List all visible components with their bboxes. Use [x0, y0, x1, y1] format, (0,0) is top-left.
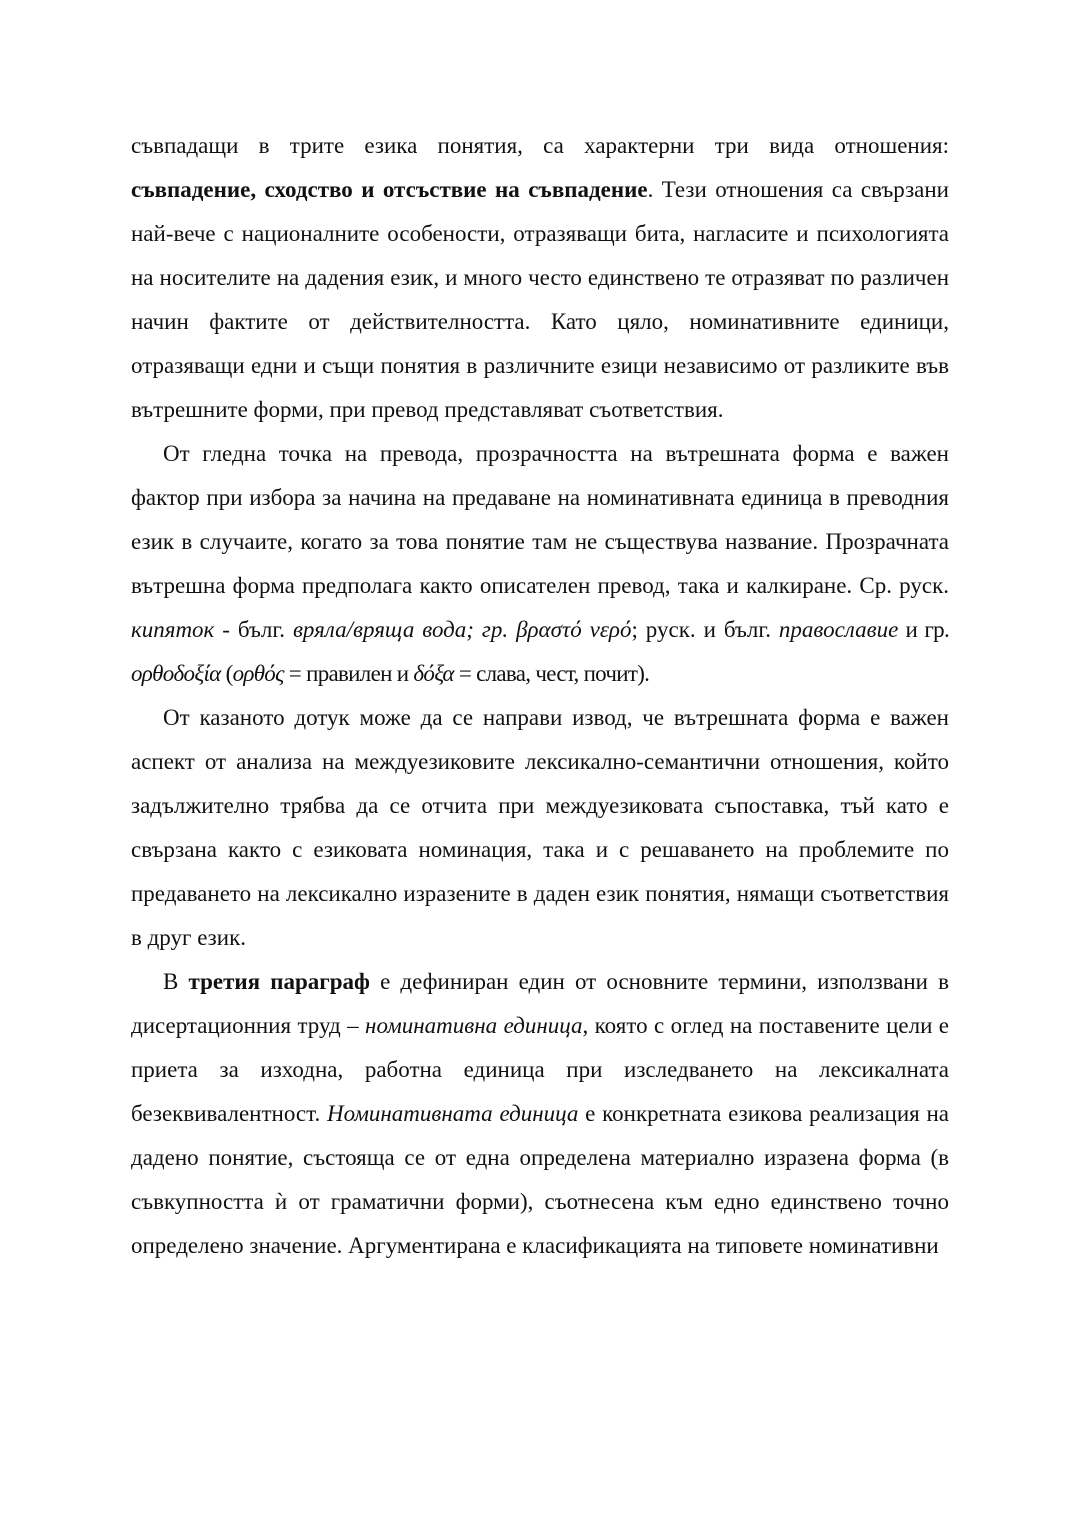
- p3-text-1: От казаното дотук може да се направи извод, че вътрешната форма е важен аспект от анализа на междуезиковите лексикално-семантични отношения, който задължително трябва да се отчита при междуезиковата съпоставка, тъй като е свързана както с езиковата номинация, така и с решаването на проблемите по предаването на лексикално изразените в даден език понятия, нямащи съответствия в друг език.: [131, 705, 949, 950]
- p2-text-6: = правилен и: [283, 661, 414, 686]
- p4-text-4: е конкретната езикова реализация на дадено понятие, състояща се от една определена материално изразена форма (в съвкупността ѝ от граматични форми), съотнесена към едно единствено точно определено значение. Аргументирана е класификацията на типовете номинативни: [131, 1101, 949, 1258]
- p4-text-1: В: [163, 969, 189, 994]
- p2-italic-orthodoxia: ορθοδοξία: [131, 661, 221, 686]
- p2-italic-doxa: δόξα: [413, 661, 454, 686]
- p2-italic-orthos: ορθός: [232, 661, 284, 686]
- paragraph-1: [131, 124, 949, 432]
- p2-italic-kipyatok: кипяток: [131, 617, 215, 642]
- p4-text-3: , която с оглед на поставените цели е приета за изходна, работна единица при изследването на лексикалната безеквивалентност.: [131, 1013, 949, 1126]
- document-page: [131, 124, 949, 1268]
- p4-text-2: е дефиниран един от основните термини, използвани в дисертационния труд –: [131, 969, 950, 1038]
- p4-italic-term-2: Номинативната единица: [326, 1101, 579, 1126]
- p4-italic-term-1: номинативна единица: [365, 1013, 583, 1038]
- p2-text-1: От гледна точка на превода, прозрачността на вътрешната форма е важен фактор при избора за начина на предаване на номинативната единица в преводния език в случаите, когато за това понятие там не съществува название. Прозрачната вътрешна форма предполага както описателен превод, така и калкиране. Ср. руск.: [131, 441, 949, 598]
- p1-text-2: . Тези отношения са свързани най-вече с националните особености, отразяващи бита, нагласите и психологията на носителите на дадения език, и много често единствено те отразяват по различен начин фактите от действителността. Като цяло, номинативните единици, отразяващи едни и същи понятия в различните езици независимо от разликите във вътрешните форми, при превод представляват съответствия.: [131, 177, 949, 422]
- p2-italic-vryala-voda: вряла/вряща вода; гр. βραστό νερό: [292, 617, 632, 642]
- paragraph-3: [131, 696, 949, 960]
- p1-text-1: съвпадащи в трите езика понятия, са характерни три вида отношения:: [131, 133, 949, 158]
- p4-bold-paragraph-ref: третия параграф: [188, 969, 370, 994]
- paragraph-4: [131, 960, 949, 1268]
- p2-text-3: ; руск. и бълг.: [631, 617, 779, 642]
- p2-italic-pravoslavie: православие: [778, 617, 899, 642]
- p2-text-5: (: [220, 661, 233, 686]
- p1-bold-terms: съвпадение, сходство и отсъствие на съвпадение: [131, 177, 648, 202]
- p2-text-2: - бълг.: [214, 617, 293, 642]
- p2-text-7: = слава, чест, почит).: [453, 661, 650, 686]
- p2-text-4: и гр.: [898, 617, 949, 642]
- paragraph-2: [131, 432, 949, 696]
